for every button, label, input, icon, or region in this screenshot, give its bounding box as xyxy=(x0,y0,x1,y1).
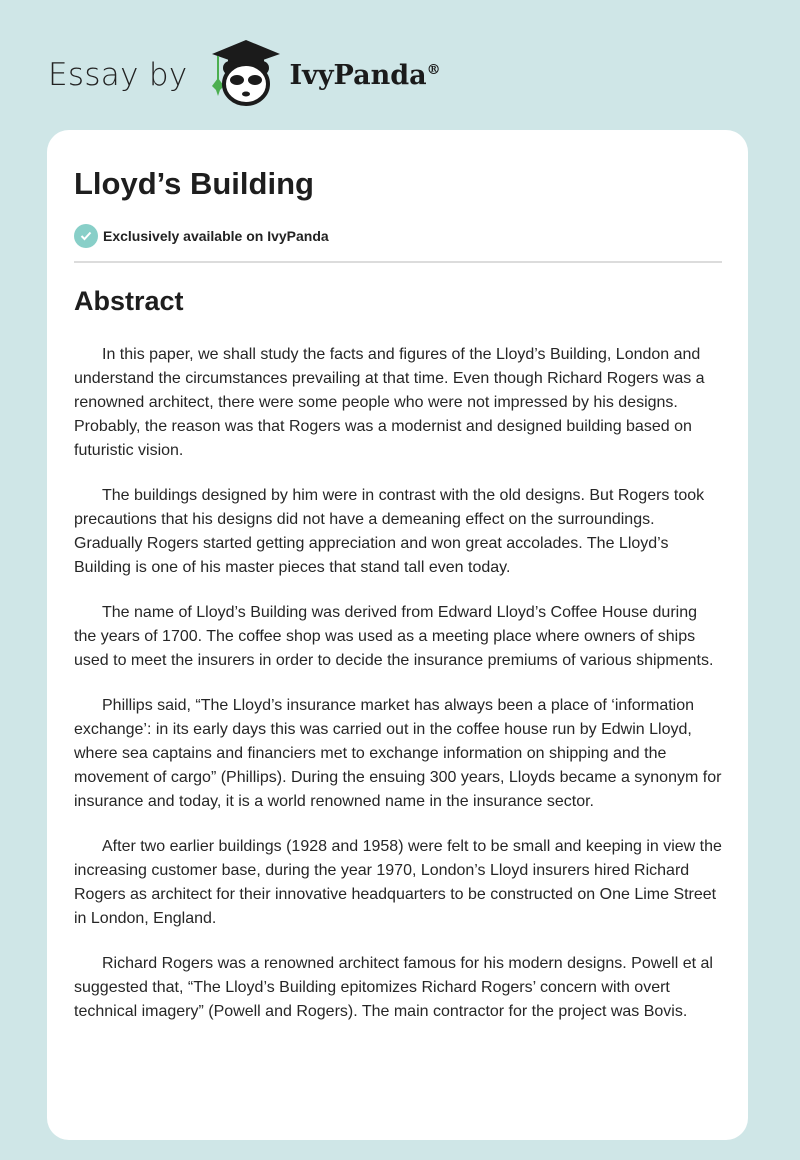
essay-body xyxy=(74,343,722,1045)
divider xyxy=(74,261,722,263)
paragraph: The buildings designed by him were in contrast with the old designs. But Rogers took precautions that his designs did not have a demeaning effect on the surroundings. Gradually Rogers started getting appreciation and won great accolades. The Lloyd’s Building is one of his master pieces that stand tall even today. xyxy=(74,487,705,576)
brand-logo-text[interactable] xyxy=(290,60,441,91)
paragraph: Phillips said, “The Lloyd’s insurance market has always been a place of ‘information exchange’: in its early days this was carried out in the coffee house run by Edwin Lloyd, where sea captains and financiers met to exchange information on shipping and the movement of cargo” (Phillips). During the ensuing 300 years, Lloyds became a synonym for insurance and today, it is a world renowned name in the insurance sector. xyxy=(74,697,722,810)
page-title: Lloyd’s Building xyxy=(74,166,314,201)
registered-mark: ® xyxy=(426,61,441,78)
panda-logo-icon[interactable] xyxy=(210,38,282,113)
site-header xyxy=(48,40,441,110)
essay-by-label: Essay by xyxy=(48,57,188,93)
section-heading: Abstract xyxy=(74,286,184,316)
badge-label: Exclusively available on IvyPanda xyxy=(103,228,329,244)
brand-name: IvyPanda xyxy=(289,59,427,91)
check-icon xyxy=(74,224,98,248)
paragraph: The name of Lloyd’s Building was derived from Edward Lloyd’s Coffee House during the years of 1700. The coffee shop was used as a meeting place where owners of ships used to meet the insurers in order to decide the insurance premiums of various shipments. xyxy=(74,604,714,669)
paragraph: Richard Rogers was a renowned architect famous for his modern designs. Powell et al suggested that, “The Lloyd’s Building epitomizes Richard Rogers’ concern with overt technical imagery” (Powell and Rogers). The main contractor for the project was Bovis. xyxy=(74,955,713,1020)
essay-card xyxy=(47,130,748,1140)
paragraph: In this paper, we shall study the facts and figures of the Lloyd’s Building, London and understand the circumstances prevailing at that time. Even though Richard Rogers was a renowned architect, there were some people who were not impressed by his designs. Probably, the reason was that Rogers was a modernist and designed building based on futuristic vision. xyxy=(74,346,705,459)
exclusive-badge xyxy=(74,224,329,248)
paragraph: After two earlier buildings (1928 and 1958) were felt to be small and keeping in view the increasing customer base, during the year 1970, London’s Lloyd insurers hired Richard Rogers as architect for their innovative headquarters to be constructed on One Lime Street in London, England. xyxy=(74,838,722,927)
